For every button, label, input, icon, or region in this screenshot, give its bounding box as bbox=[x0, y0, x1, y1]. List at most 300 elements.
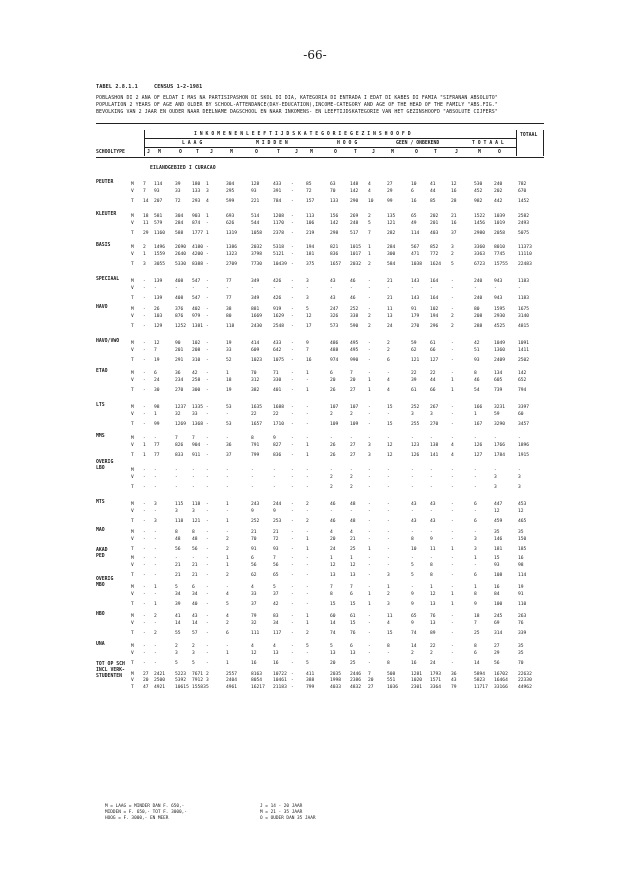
table-cell: - bbox=[206, 279, 209, 284]
table-number: TABEL 2.8.1.1 bbox=[96, 84, 138, 90]
table-cell: 201 bbox=[430, 221, 439, 226]
table-cell: - bbox=[451, 519, 454, 524]
table-cell: - bbox=[368, 651, 371, 656]
table-cell: 3 bbox=[474, 547, 477, 552]
table-cell: 13 bbox=[387, 314, 393, 319]
table-cell: 1335 bbox=[192, 405, 204, 410]
sub-col-header: J bbox=[455, 150, 458, 155]
table-cell: 15583 bbox=[192, 685, 206, 690]
table-cell: 21 bbox=[251, 530, 257, 535]
table-cell: - bbox=[411, 475, 414, 480]
table-cell: 310 bbox=[192, 358, 201, 363]
table-cell: 1 bbox=[226, 502, 229, 507]
sub-col-header: M bbox=[230, 150, 233, 155]
table-cell: 6 bbox=[350, 644, 353, 649]
table-cell: 1777 bbox=[192, 231, 204, 236]
table-cell: - bbox=[387, 371, 390, 376]
table-cell: 20 bbox=[330, 378, 336, 383]
table-cell: 375 bbox=[306, 262, 315, 267]
table-cell: 626 bbox=[226, 221, 235, 226]
table-cell: 148 bbox=[350, 182, 359, 187]
table-cell: - bbox=[291, 286, 294, 291]
table-cell: - bbox=[368, 509, 371, 514]
table-cell: - bbox=[154, 537, 157, 542]
table-cell: 3 bbox=[306, 296, 309, 301]
table-cell: 9 bbox=[306, 341, 309, 346]
table-cell: 16 bbox=[518, 556, 524, 561]
table-cell: 19 bbox=[226, 341, 232, 346]
table-cell: 4 bbox=[226, 614, 229, 619]
table-cell: 12 bbox=[451, 182, 457, 187]
table-cell: 61 bbox=[350, 614, 356, 619]
table-cell: 6 bbox=[474, 502, 477, 507]
table-cell: 8 bbox=[474, 371, 477, 376]
table-cell: 1 bbox=[368, 378, 371, 383]
sub-col-header: T bbox=[277, 150, 280, 155]
table-cell: 39 bbox=[411, 378, 417, 383]
table-cell: 43 bbox=[330, 279, 336, 284]
table-cell: 391 bbox=[273, 189, 282, 194]
table-cell: - bbox=[291, 252, 294, 257]
table-cell: 782 bbox=[518, 182, 527, 187]
table-cell: - bbox=[350, 436, 353, 441]
table-cell: 98 bbox=[518, 563, 524, 568]
table-cell: 114 bbox=[518, 573, 527, 578]
table-cell: 1 bbox=[451, 602, 454, 607]
table-cell: 1 bbox=[226, 563, 229, 568]
table-cell: - bbox=[451, 585, 454, 590]
sex-code: T bbox=[131, 602, 134, 607]
table-cell: 65 bbox=[411, 214, 417, 219]
table-cell: 2 bbox=[330, 475, 333, 480]
table-cell: 551 bbox=[387, 678, 396, 683]
table-cell: 15 bbox=[350, 602, 356, 607]
table-cell: 4180 bbox=[192, 245, 204, 250]
table-cell: 547 bbox=[192, 296, 201, 301]
table-cell: 12 bbox=[387, 453, 393, 458]
table-cell: - bbox=[154, 509, 157, 514]
table-cell: 1 bbox=[206, 214, 209, 219]
header-inner-rule bbox=[144, 147, 516, 148]
sub-col-header: J bbox=[372, 150, 375, 155]
page-number: -66- bbox=[303, 48, 327, 62]
table-cell: 85 bbox=[430, 199, 436, 204]
table-cell: 5 bbox=[411, 563, 414, 568]
table-cell: 1 bbox=[306, 537, 309, 542]
table-cell: 19 bbox=[226, 388, 232, 393]
table-cell: 304 bbox=[226, 182, 235, 187]
table-cell: 7 bbox=[154, 348, 157, 353]
table-cell: 48 bbox=[350, 519, 356, 524]
table-cell: - bbox=[291, 485, 294, 490]
table-cell: 55 bbox=[175, 631, 181, 636]
table-cell: - bbox=[226, 509, 229, 514]
table-cell: 70 bbox=[518, 661, 524, 666]
table-cell: 185 bbox=[518, 547, 527, 552]
table-cell: - bbox=[251, 475, 254, 480]
table-cell: 53 bbox=[226, 405, 232, 410]
table-cell: 202 bbox=[430, 214, 439, 219]
table-cell: - bbox=[291, 631, 294, 636]
table-cell: 3 bbox=[154, 502, 157, 507]
table-cell: 584 bbox=[387, 262, 396, 267]
table-cell: - bbox=[387, 537, 390, 542]
table-cell: - bbox=[474, 468, 477, 473]
table-cell: 2 bbox=[368, 214, 371, 219]
sex-code: M bbox=[131, 502, 134, 507]
table-cell: 4 bbox=[451, 443, 454, 448]
table-cell: 13 bbox=[350, 651, 356, 656]
table-cell: - bbox=[368, 519, 371, 524]
total-label: TOTAAL bbox=[520, 133, 538, 138]
table-cell: 791 bbox=[251, 443, 260, 448]
sex-code: V bbox=[131, 563, 134, 568]
table-cell: 2 bbox=[226, 547, 229, 552]
table-cell: - bbox=[226, 585, 229, 590]
table-cell: 14 bbox=[175, 621, 181, 626]
table-cell: - bbox=[143, 573, 146, 578]
table-cell: 117 bbox=[273, 631, 282, 636]
table-cell: - bbox=[306, 436, 309, 441]
table-cell: 26 bbox=[330, 388, 336, 393]
table-cell: 12 bbox=[330, 563, 336, 568]
table-cell: - bbox=[206, 324, 209, 329]
table-cell: 408 bbox=[175, 279, 184, 284]
table-cell: 1629 bbox=[273, 314, 285, 319]
table-cell: 7 bbox=[273, 556, 276, 561]
table-cell: 15 bbox=[387, 422, 393, 427]
table-cell: 2980 bbox=[474, 231, 486, 236]
table-cell: 1 bbox=[143, 443, 146, 448]
table-cell: 5223 bbox=[175, 672, 187, 677]
row-head-schooltype: SCHOOLTYPE bbox=[96, 150, 125, 155]
table-cell: 270 bbox=[175, 388, 184, 393]
table-cell: 22483 bbox=[518, 262, 532, 267]
table-cell: - bbox=[387, 485, 390, 490]
table-cell: 1038 bbox=[411, 262, 423, 267]
table-cell: 6 bbox=[411, 189, 414, 194]
table-cell: 106 bbox=[306, 221, 315, 226]
table-cell: 433 bbox=[273, 341, 282, 346]
table-cell: 1 bbox=[387, 585, 390, 590]
sub-col-header: T bbox=[434, 150, 437, 155]
table-cell: - bbox=[154, 286, 157, 291]
table-cell: - bbox=[451, 468, 454, 473]
table-cell: - bbox=[387, 563, 390, 568]
table-cell: 5 bbox=[206, 685, 209, 690]
table-cell: 240 bbox=[494, 182, 503, 187]
table-cell: 28 bbox=[451, 199, 457, 204]
table-cell: - bbox=[206, 631, 209, 636]
table-cell: 288 bbox=[474, 324, 483, 329]
table-cell: 1496 bbox=[154, 245, 166, 250]
table-cell: 59 bbox=[494, 412, 500, 417]
table-cell: 1452 bbox=[518, 199, 530, 204]
table-cell: 142 bbox=[350, 189, 359, 194]
table-cell: - bbox=[154, 475, 157, 480]
table-cell: 56 bbox=[494, 661, 500, 666]
table-cell: - bbox=[192, 475, 195, 480]
table-cell: 9 bbox=[411, 602, 414, 607]
table-cell: 5 bbox=[192, 661, 195, 666]
table-cell: 2 bbox=[143, 245, 146, 250]
table-cell: 43 bbox=[330, 296, 336, 301]
table-cell: 642 bbox=[273, 348, 282, 353]
table-cell: 6 bbox=[387, 358, 390, 363]
table-cell: 123 bbox=[411, 443, 420, 448]
table-cell: 43 bbox=[411, 502, 417, 507]
table-cell: 411 bbox=[306, 672, 315, 677]
table-cell: 1281 bbox=[411, 672, 423, 677]
table-cell: - bbox=[368, 405, 371, 410]
table-cell: 2 bbox=[368, 324, 371, 329]
table-cell: 4 bbox=[226, 592, 229, 597]
table-cell: 38 bbox=[226, 307, 232, 312]
table-cell: - bbox=[306, 509, 309, 514]
table-cell: - bbox=[368, 371, 371, 376]
table-cell: 982 bbox=[474, 199, 483, 204]
table-cell: 2058 bbox=[494, 231, 506, 236]
table-cell: 4921 bbox=[154, 685, 166, 690]
table-cell: - bbox=[154, 468, 157, 473]
table-cell: 127 bbox=[430, 358, 439, 363]
table-cell: 13 bbox=[430, 621, 436, 626]
table-cell: 114 bbox=[154, 182, 163, 187]
table-cell: - bbox=[430, 286, 433, 291]
section-label: EILANDGEBIED I CURACAO bbox=[150, 166, 216, 171]
table-cell: 107 bbox=[350, 405, 359, 410]
table-cell: - bbox=[368, 537, 371, 542]
table-cell: 1183 bbox=[518, 296, 530, 301]
table-cell: 1 bbox=[154, 602, 157, 607]
table-cell: 32 bbox=[175, 412, 181, 417]
table-cell: - bbox=[306, 585, 309, 590]
sex-code: T bbox=[131, 262, 134, 267]
table-cell: 12 bbox=[430, 592, 436, 597]
group-name: TOT OP SCH bbox=[96, 662, 125, 667]
table-cell: 16217 bbox=[251, 685, 265, 690]
table-cell: - bbox=[474, 530, 477, 535]
table-cell: - bbox=[143, 614, 146, 619]
table-cell: 138 bbox=[430, 443, 439, 448]
legend-2: MIDDEN = F. 650,- TOT F. 3000,- bbox=[105, 810, 187, 815]
table-cell: 3 bbox=[387, 573, 390, 578]
table-cell: 517 bbox=[350, 231, 359, 236]
table-cell: - bbox=[291, 602, 294, 607]
table-cell: 39 bbox=[175, 602, 181, 607]
table-cell: 43 bbox=[192, 614, 198, 619]
table-cell: - bbox=[154, 436, 157, 441]
table-cell: 7 bbox=[175, 436, 178, 441]
table-cell: 1 bbox=[451, 378, 454, 383]
table-cell: - bbox=[387, 436, 390, 441]
table-cell: 1 bbox=[143, 252, 146, 257]
table-cell: - bbox=[226, 436, 229, 441]
table-cell: 821 bbox=[330, 245, 339, 250]
table-cell: 141 bbox=[430, 453, 439, 458]
table-cell: 2301 bbox=[411, 685, 423, 690]
table-cell: 66 bbox=[430, 348, 436, 353]
table-cell: 8 bbox=[474, 644, 477, 649]
group-midden: M I D D E N bbox=[256, 141, 288, 146]
table-cell: - bbox=[206, 443, 209, 448]
table-cell: 20 bbox=[143, 678, 149, 683]
table-cell: 4 bbox=[330, 530, 333, 535]
group-name: HBO bbox=[96, 612, 105, 617]
table-cell: 10439 bbox=[273, 262, 287, 267]
group-hoog: H O O G bbox=[337, 141, 358, 146]
table-cell: 142 bbox=[330, 221, 339, 226]
table-cell: 16464 bbox=[494, 678, 508, 683]
table-cell: 52 bbox=[226, 358, 232, 363]
table-cell: 2493 bbox=[518, 221, 530, 226]
table-cell: - bbox=[226, 412, 229, 417]
table-cell: 14 bbox=[411, 644, 417, 649]
table-cell: 4832 bbox=[350, 685, 362, 690]
table-cell: 1039 bbox=[494, 214, 506, 219]
table-cell: 243 bbox=[251, 502, 260, 507]
table-cell: - bbox=[226, 468, 229, 473]
table-cell: 1017 bbox=[350, 252, 362, 257]
table-cell: - bbox=[273, 468, 276, 473]
table-cell: 270 bbox=[430, 422, 439, 427]
table-cell: 99 bbox=[387, 199, 393, 204]
table-cell: 6 bbox=[350, 592, 353, 597]
table-cell: 495 bbox=[350, 341, 359, 346]
table-cell: 34 bbox=[273, 621, 279, 626]
table-cell: 43 bbox=[430, 502, 436, 507]
table-cell: - bbox=[474, 485, 477, 490]
table-cell: - bbox=[206, 592, 209, 597]
table-cell: 4525 bbox=[494, 324, 506, 329]
table-cell: 201 bbox=[175, 348, 184, 353]
table-cell: 129 bbox=[154, 324, 163, 329]
table-cell: - bbox=[206, 602, 209, 607]
table-cell: 433 bbox=[273, 182, 282, 187]
table-cell: - bbox=[206, 412, 209, 417]
table-cell: 24 bbox=[154, 378, 160, 383]
table-cell: 12 bbox=[154, 341, 160, 346]
table-cell: - bbox=[451, 644, 454, 649]
table-cell: - bbox=[143, 621, 146, 626]
table-cell: 7 bbox=[368, 231, 371, 236]
table-cell: 9 bbox=[474, 602, 477, 607]
table-cell: 4 bbox=[251, 585, 254, 590]
table-cell: 3140 bbox=[518, 314, 530, 319]
table-cell: - bbox=[154, 661, 157, 666]
table-cell: - bbox=[291, 530, 294, 535]
table-cell: 11110 bbox=[518, 252, 532, 257]
table-cell: - bbox=[291, 621, 294, 626]
table-cell: 3 bbox=[154, 519, 157, 524]
table-cell: 3 bbox=[451, 245, 454, 250]
table-cell: 20 bbox=[350, 378, 356, 383]
sub-col-header: J bbox=[210, 150, 213, 155]
table-cell: 2 bbox=[330, 412, 333, 417]
table-cell: - bbox=[154, 556, 157, 561]
table-cell: 6 bbox=[226, 631, 229, 636]
table-cell: 15 bbox=[387, 631, 393, 636]
table-cell: 7 bbox=[143, 189, 146, 194]
table-cell: 20 bbox=[368, 678, 374, 683]
table-cell: 21 bbox=[192, 563, 198, 568]
table-cell: - bbox=[143, 509, 146, 514]
table-cell: 6723 bbox=[474, 262, 486, 267]
table-cell: 56 bbox=[273, 563, 279, 568]
table-cell: 3 bbox=[192, 651, 195, 656]
table-cell: 2 bbox=[451, 314, 454, 319]
table-cell: - bbox=[306, 556, 309, 561]
table-cell: - bbox=[451, 631, 454, 636]
table-cell: 573 bbox=[330, 324, 339, 329]
table-cell: - bbox=[206, 378, 209, 383]
table-cell: 150 bbox=[518, 537, 527, 542]
table-cell: 269 bbox=[350, 214, 359, 219]
table-cell: 4 bbox=[387, 388, 390, 393]
sex-code: T bbox=[131, 296, 134, 301]
table-cell: 89 bbox=[430, 631, 436, 636]
sex-code: V bbox=[131, 475, 134, 480]
table-cell: 255 bbox=[411, 422, 420, 427]
table-cell: - bbox=[291, 614, 294, 619]
table-cell: 1710 bbox=[273, 422, 285, 427]
table-cell: 2035 bbox=[330, 672, 342, 677]
table-cell: 36 bbox=[175, 371, 181, 376]
table-cell: 72 bbox=[306, 189, 312, 194]
table-cell: 7912 bbox=[192, 678, 204, 683]
table-cell: 70 bbox=[251, 371, 257, 376]
table-cell: 3 bbox=[143, 262, 146, 267]
group-name: KLEUTER bbox=[96, 212, 117, 217]
table-cell: - bbox=[143, 296, 146, 301]
table-cell: 80 bbox=[226, 314, 232, 319]
table-cell: 403 bbox=[430, 231, 439, 236]
table-cell: 71 bbox=[273, 371, 279, 376]
table-cell: 1915 bbox=[518, 453, 530, 458]
table-cell: 1 bbox=[451, 547, 454, 552]
table-cell: - bbox=[291, 405, 294, 410]
table-cell: - bbox=[206, 371, 209, 376]
table-cell: 5 bbox=[306, 644, 309, 649]
table-cell: - bbox=[143, 358, 146, 363]
table-cell: 74 bbox=[330, 631, 336, 636]
table-cell: 739 bbox=[494, 388, 503, 393]
table-cell: 7 bbox=[350, 371, 353, 376]
table-cell: 1 bbox=[226, 519, 229, 524]
table-cell: 16 bbox=[306, 358, 312, 363]
table-cell: - bbox=[451, 573, 454, 578]
table-cell: 293 bbox=[192, 199, 201, 204]
table-cell: 2 bbox=[451, 252, 454, 257]
table-cell: 304 bbox=[175, 214, 184, 219]
table-cell: - bbox=[251, 485, 254, 490]
table-cell: 11717 bbox=[474, 685, 488, 690]
table-cell: 252 bbox=[251, 519, 260, 524]
table-cell: 2640 bbox=[175, 252, 187, 257]
table-cell: 2386 bbox=[350, 678, 362, 683]
table-cell: 62 bbox=[411, 348, 417, 353]
table-cell: 24 bbox=[387, 324, 393, 329]
table-cell: 2 bbox=[192, 644, 195, 649]
table-cell: 27 bbox=[387, 182, 393, 187]
table-cell: - bbox=[306, 592, 309, 597]
table-cell: 270 bbox=[411, 324, 420, 329]
table-cell: 7745 bbox=[494, 252, 506, 257]
table-cell: 194 bbox=[430, 314, 439, 319]
table-cell: 121 bbox=[192, 519, 201, 524]
table-cell: 7 bbox=[330, 585, 333, 590]
table-cell: - bbox=[291, 182, 294, 187]
